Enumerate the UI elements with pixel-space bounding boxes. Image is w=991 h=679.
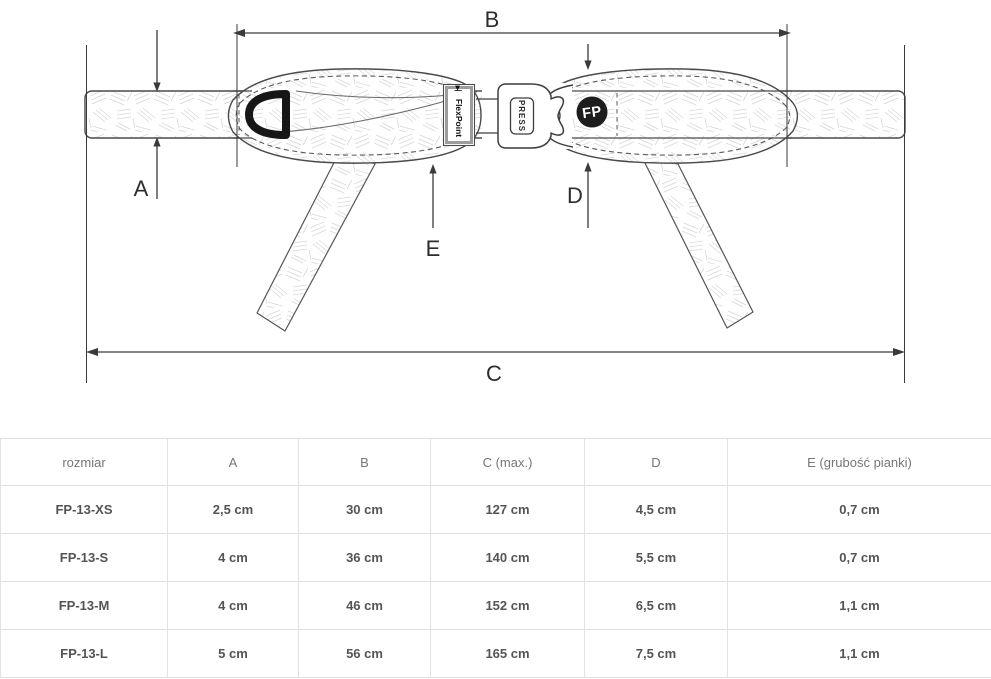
dimension-a-label: A xyxy=(133,176,149,201)
brand-text: FlexPoint xyxy=(454,98,464,138)
cell-b: 36 cm xyxy=(299,534,431,582)
dimension-e xyxy=(426,164,441,261)
header-c: C (max.) xyxy=(431,439,585,486)
fp-logo-text: FP xyxy=(581,103,603,123)
cell-e: 1,1 cm xyxy=(728,630,991,678)
press-text: PRESS xyxy=(517,99,526,133)
cell-size: FP-13-S xyxy=(1,534,168,582)
left-leg-strap xyxy=(257,149,375,331)
cell-d: 7,5 cm xyxy=(585,630,728,678)
header-rozmiar: rozmiar xyxy=(1,439,168,486)
cell-b: 46 cm xyxy=(299,582,431,630)
cell-a: 2,5 cm xyxy=(168,486,299,534)
cell-b: 30 cm xyxy=(299,486,431,534)
press-button xyxy=(511,98,534,134)
fp-logo xyxy=(577,97,608,128)
dimension-b-label: B xyxy=(484,7,500,32)
cell-c: 127 cm xyxy=(431,486,585,534)
dimension-d-label: D xyxy=(567,183,583,208)
cell-a: 5 cm xyxy=(168,630,299,678)
header-e: E (grubość pianki) xyxy=(728,439,991,486)
header-b: B xyxy=(299,439,431,486)
right-leg-strap xyxy=(639,151,753,328)
table-row xyxy=(1,486,991,534)
table-row xyxy=(1,582,991,630)
cell-c: 152 cm xyxy=(431,582,585,630)
flexpoint-strip xyxy=(444,85,475,146)
header-a: A xyxy=(168,439,299,486)
cell-a: 4 cm xyxy=(168,582,299,630)
table-row xyxy=(1,630,991,678)
cell-size: FP-13-L xyxy=(1,630,168,678)
table-row xyxy=(1,534,991,582)
cell-b: 56 cm xyxy=(299,630,431,678)
cell-c: 140 cm xyxy=(431,534,585,582)
cell-e: 0,7 cm xyxy=(728,534,991,582)
header-d: D xyxy=(585,439,728,486)
cell-d: 5,5 cm xyxy=(585,534,728,582)
cell-e: 0,7 cm xyxy=(728,486,991,534)
dimension-e-label: E xyxy=(425,236,441,261)
cell-c: 165 cm xyxy=(431,630,585,678)
brand-mark-icon: ▶▏ xyxy=(454,85,460,95)
cell-a: 4 cm xyxy=(168,534,299,582)
cell-d: 6,5 cm xyxy=(585,582,728,630)
cell-e: 1,1 cm xyxy=(728,582,991,630)
size-table xyxy=(0,438,991,678)
cell-d: 4,5 cm xyxy=(585,486,728,534)
cell-size: FP-13-XS xyxy=(1,486,168,534)
dimension-c-label: C xyxy=(486,361,502,386)
cell-size: FP-13-M xyxy=(1,582,168,630)
table-header-row xyxy=(1,439,991,486)
